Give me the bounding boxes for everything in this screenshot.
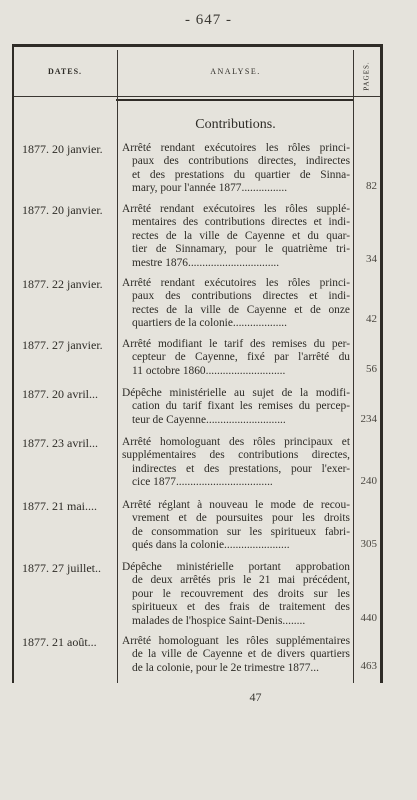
entry-page: 440	[360, 612, 377, 624]
footer-signature-number: 47	[249, 690, 262, 704]
entry-line: vrement et de poursuites pour les droits	[132, 512, 350, 525]
header-dates: DATES.	[47, 67, 83, 76]
entry-date: 1877. 23 avril...	[22, 436, 98, 450]
entry-line: paux des contributions directes, indirectes	[132, 155, 350, 168]
entry-page: 56	[366, 363, 377, 375]
entry-line: Arrêté rendant exécutoires les rôles princi-	[122, 277, 350, 289]
header-pages	[354, 55, 380, 97]
entry-page: 34	[366, 253, 377, 265]
header-analyse: ANALYSE.	[210, 67, 261, 76]
entry-line: mary, pour l'année 1877................	[132, 182, 288, 195]
entry-text	[122, 436, 350, 490]
entry-date: 1877. 21 mai....	[22, 499, 97, 513]
page-number: - 647 -	[185, 12, 232, 28]
entry-line: et des prestations du quartier de Sinna-	[132, 168, 350, 181]
table-frame	[12, 44, 383, 683]
entry-line: cation du tarif fixant les remises du percep-	[132, 400, 350, 413]
entry-page: 463	[360, 660, 377, 672]
entry-line: pour le recouvrement des droits sur les	[132, 587, 350, 600]
entry-date: 1877. 20 avril...	[22, 387, 98, 401]
entry-line: Dépêche ministérielle au sujet de la modifi-	[122, 387, 350, 399]
entry-page: 42	[366, 313, 377, 325]
entry-text	[122, 277, 350, 331]
entry-line: malades de l'hospice Saint-Denis........	[132, 614, 306, 627]
header-double-rule	[116, 99, 354, 101]
entry-date: 1877. 21 août...	[22, 635, 97, 649]
header-pages-label: PAGES.	[363, 61, 371, 91]
entry-line: Arrêté homologuant les rôles supplémentaires	[122, 635, 350, 647]
entry-line: cepteur de Cayenne, fixé par l'arrêté du	[132, 351, 350, 364]
entry-text	[122, 499, 350, 553]
entry-line: cice 1877..................................	[132, 476, 273, 489]
entry-page: 234	[360, 413, 377, 425]
entry-line: rectes de la ville de Cayenne et de onze	[132, 303, 350, 316]
entry-line: 11 octobre 1860............................	[132, 364, 286, 377]
entry-date: 1877. 27 juillet..	[22, 561, 101, 575]
entry-line: de consommation sur les spiritueux fabri-	[132, 525, 350, 538]
entry-line: de la colonie, pour le 2e trimestre 1877...	[132, 661, 319, 674]
entry-line: indirectes et des prestations, pour l'exer-	[132, 462, 350, 475]
entry-line: paux des contributions directes et indi-	[132, 290, 350, 303]
entry-line: de deux arrêtés pris le 21 mai précédent,	[132, 574, 350, 587]
entry-date: 1877. 27 janvier.	[22, 338, 103, 352]
entry-line: qués dans la colonie.......................	[132, 539, 290, 552]
entry-line: supplémentaires des contributions directes,	[122, 449, 350, 462]
entry-line: spiritueux et des frais de traitement des	[132, 601, 350, 614]
entry-text	[122, 387, 350, 427]
entry-line: tier de Sinnamary, pour le quatrième tri-	[132, 243, 350, 256]
entry-line: teur de Cayenne............................	[132, 413, 286, 426]
entry-date: 1877. 20 janvier.	[22, 142, 103, 156]
entry-text	[122, 635, 350, 675]
entry-date: 1877. 20 janvier.	[22, 203, 103, 217]
entry-line: Arrêté homologuant des rôles principaux et	[122, 436, 350, 448]
entry-line: mestre 1876................................	[132, 256, 280, 269]
entry-page: 82	[366, 180, 377, 192]
entry-line: Arrêté modifiant le tarif des remises du per-	[122, 338, 350, 350]
entry-line: mentaires des contributions directes et indi-	[132, 216, 350, 229]
entry-line: Arrêté réglant à nouveau le mode de recou-	[122, 499, 350, 511]
entry-text	[122, 203, 350, 270]
entry-line: quartiers de la colonie...................	[132, 317, 287, 330]
entry-text	[122, 142, 350, 196]
entry-line: de la ville de Cayenne et de divers quartiers	[132, 648, 350, 661]
entry-page: 240	[360, 475, 377, 487]
column-divider-pages	[353, 50, 354, 683]
entry-line: Arrêté rendant exécutoires les rôles princi-	[122, 142, 350, 154]
entry-line: Arrêté rendant exécutoires les rôles supplé-	[122, 203, 350, 215]
table-header	[14, 47, 380, 97]
entry-text	[122, 338, 350, 378]
entry-page: 305	[360, 538, 377, 550]
entry-line: Dépêche ministérielle portant approbation	[122, 561, 350, 573]
entry-date: 1877. 22 janvier.	[22, 277, 103, 291]
entry-line: rectes de la ville de Cayenne et du quar-	[132, 229, 350, 242]
section-title: Contributions.	[195, 117, 276, 132]
entry-text	[122, 561, 350, 628]
